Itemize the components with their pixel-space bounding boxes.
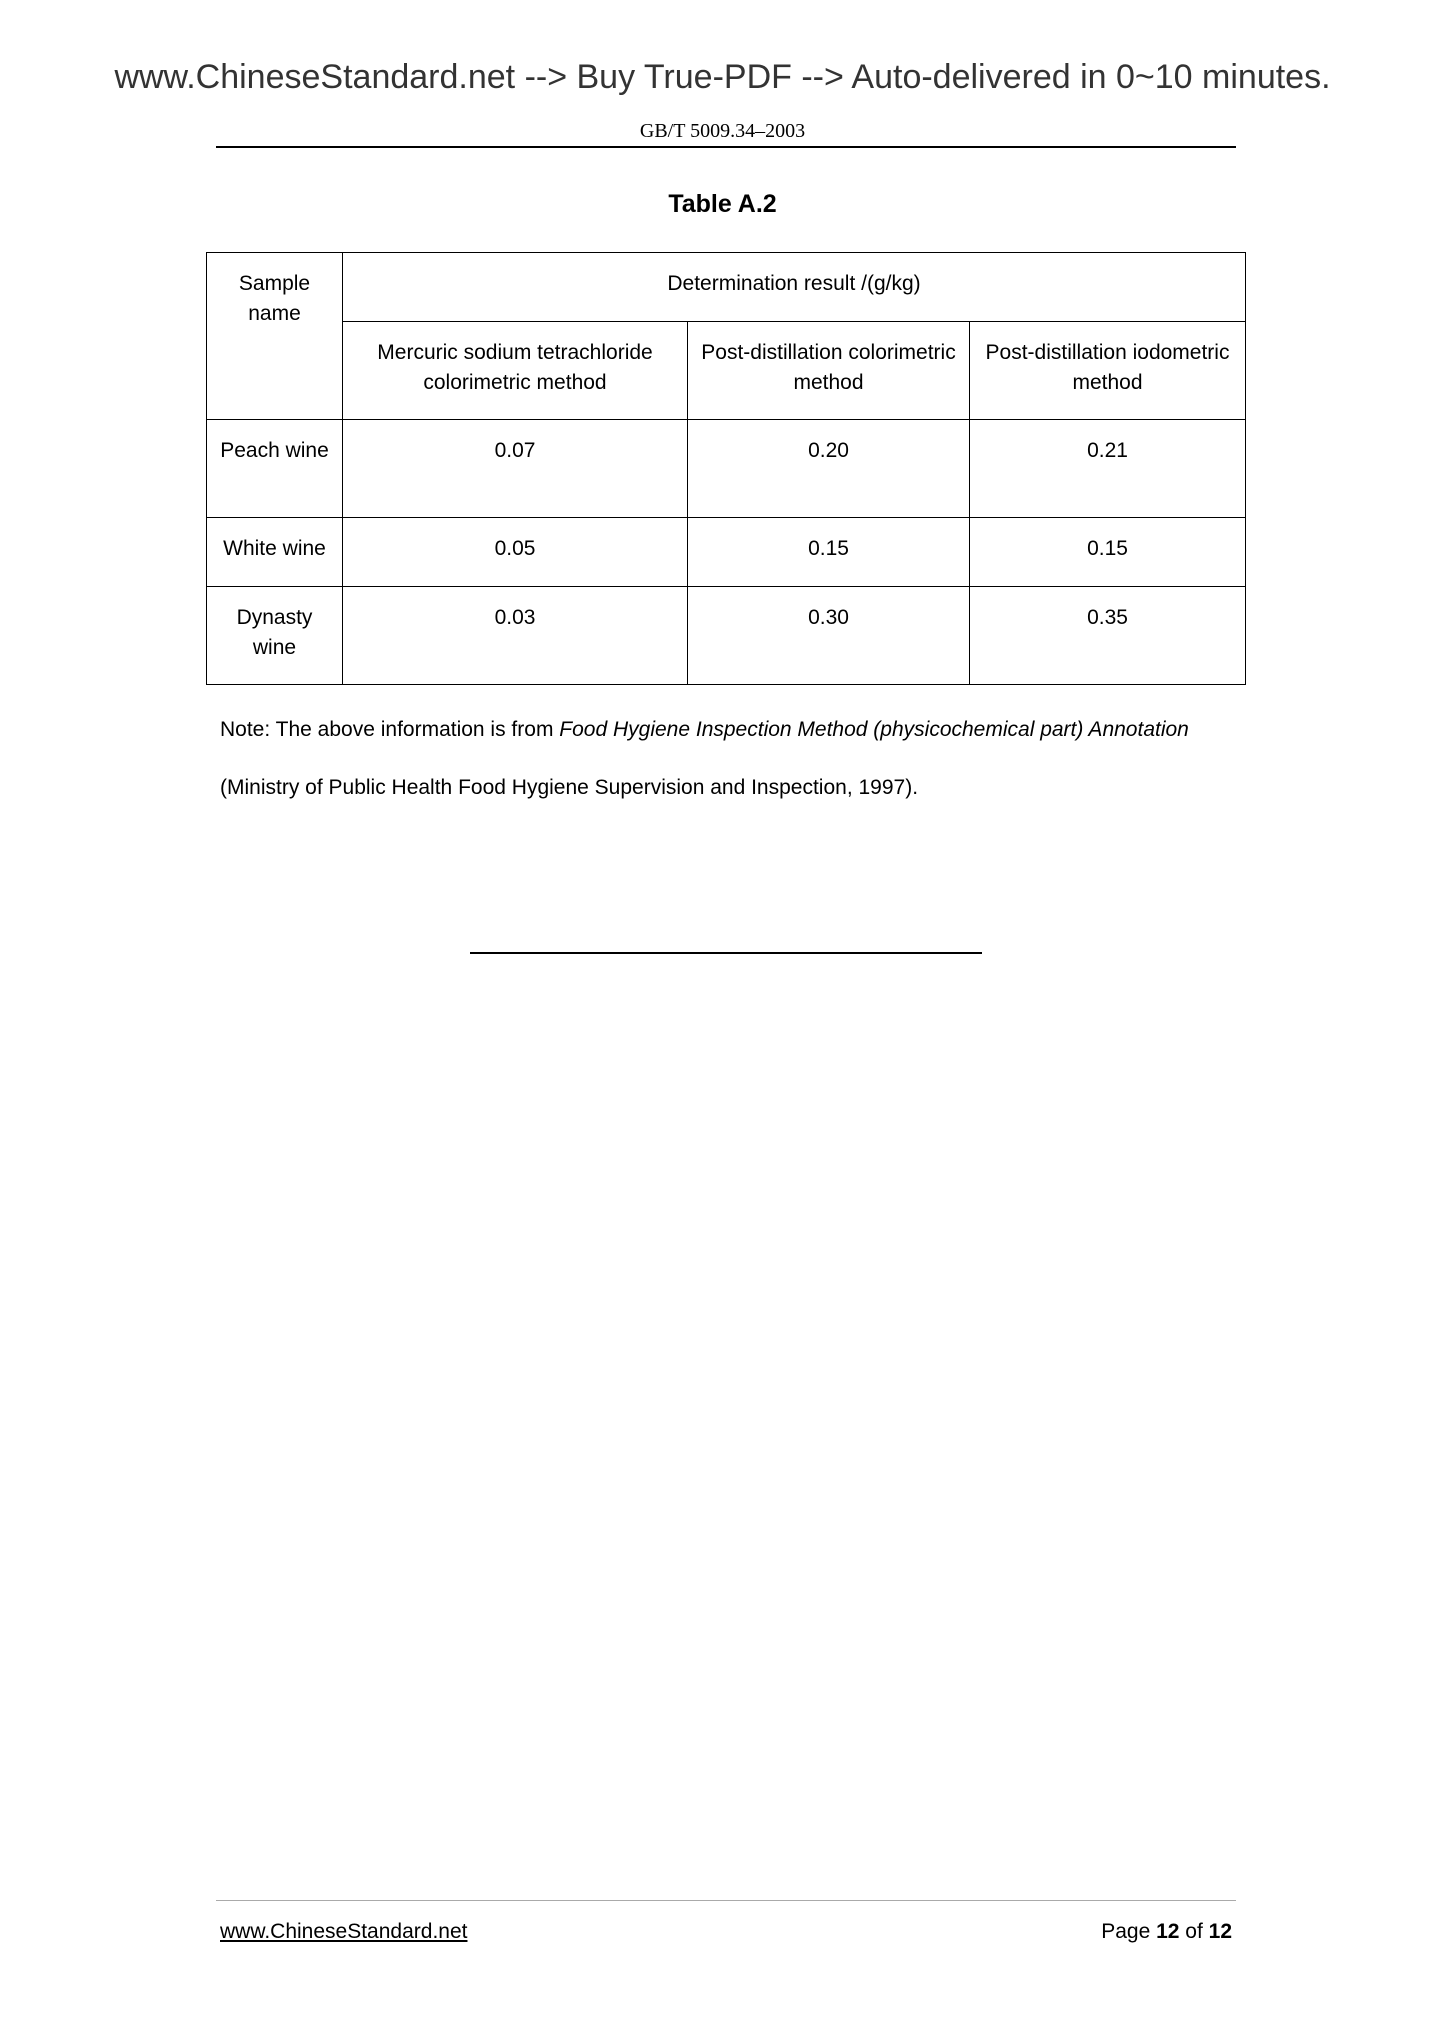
value-cell: 0.15 bbox=[688, 518, 970, 587]
table-row bbox=[207, 420, 1246, 518]
results-table bbox=[206, 252, 1246, 685]
determination-result-header: Determination result /(g/kg) bbox=[343, 253, 1246, 322]
page-of-label: of bbox=[1179, 1920, 1209, 1943]
value-cell: 0.35 bbox=[970, 587, 1246, 685]
page-number bbox=[1101, 1920, 1232, 1944]
method-header: Mercuric sodium tetrachloride colorimetric method bbox=[343, 322, 688, 420]
method-header: Post-distillation iodometric method bbox=[970, 322, 1246, 420]
value-cell: 0.20 bbox=[688, 420, 970, 518]
page-label: Page bbox=[1101, 1920, 1157, 1943]
sample-name-header: Sample name bbox=[207, 253, 343, 420]
method-header: Post-distillation colorimetric method bbox=[688, 322, 970, 420]
note-source-title: Food Hygiene Inspection Method (physicochemical part) Annotation bbox=[559, 718, 1189, 741]
value-cell: 0.21 bbox=[970, 420, 1246, 518]
table-title: Table A.2 bbox=[668, 190, 777, 218]
sample-name-cell: Peach wine bbox=[207, 420, 343, 518]
sample-name-cell: Dynasty wine bbox=[207, 587, 343, 685]
page-total: 12 bbox=[1208, 1920, 1232, 1943]
table-row bbox=[207, 518, 1246, 587]
note-prefix: Note: The above information is from bbox=[220, 718, 560, 741]
site-banner[interactable]: www.ChineseStandard.net --> Buy True-PDF --> Auto-delivered in 0~10 minutes. bbox=[114, 58, 1331, 96]
value-cell: 0.30 bbox=[688, 587, 970, 685]
value-cell: 0.05 bbox=[343, 518, 688, 587]
footer-site-link[interactable]: www.ChineseStandard.net bbox=[220, 1920, 468, 1943]
footer-divider bbox=[216, 1900, 1236, 1901]
page-current: 12 bbox=[1156, 1920, 1180, 1943]
value-cell: 0.03 bbox=[343, 587, 688, 685]
value-cell: 0.15 bbox=[970, 518, 1246, 587]
end-of-document-rule bbox=[470, 952, 982, 954]
sample-name-cell: White wine bbox=[207, 518, 343, 587]
table-row bbox=[207, 587, 1246, 685]
value-cell: 0.07 bbox=[343, 420, 688, 518]
note-line-2: (Ministry of Public Health Food Hygiene Supervision and Inspection, 1997). bbox=[220, 776, 919, 799]
standard-code: GB/T 5009.34–2003 bbox=[639, 120, 806, 142]
note-line-1 bbox=[220, 718, 1240, 742]
header-divider bbox=[216, 146, 1236, 148]
